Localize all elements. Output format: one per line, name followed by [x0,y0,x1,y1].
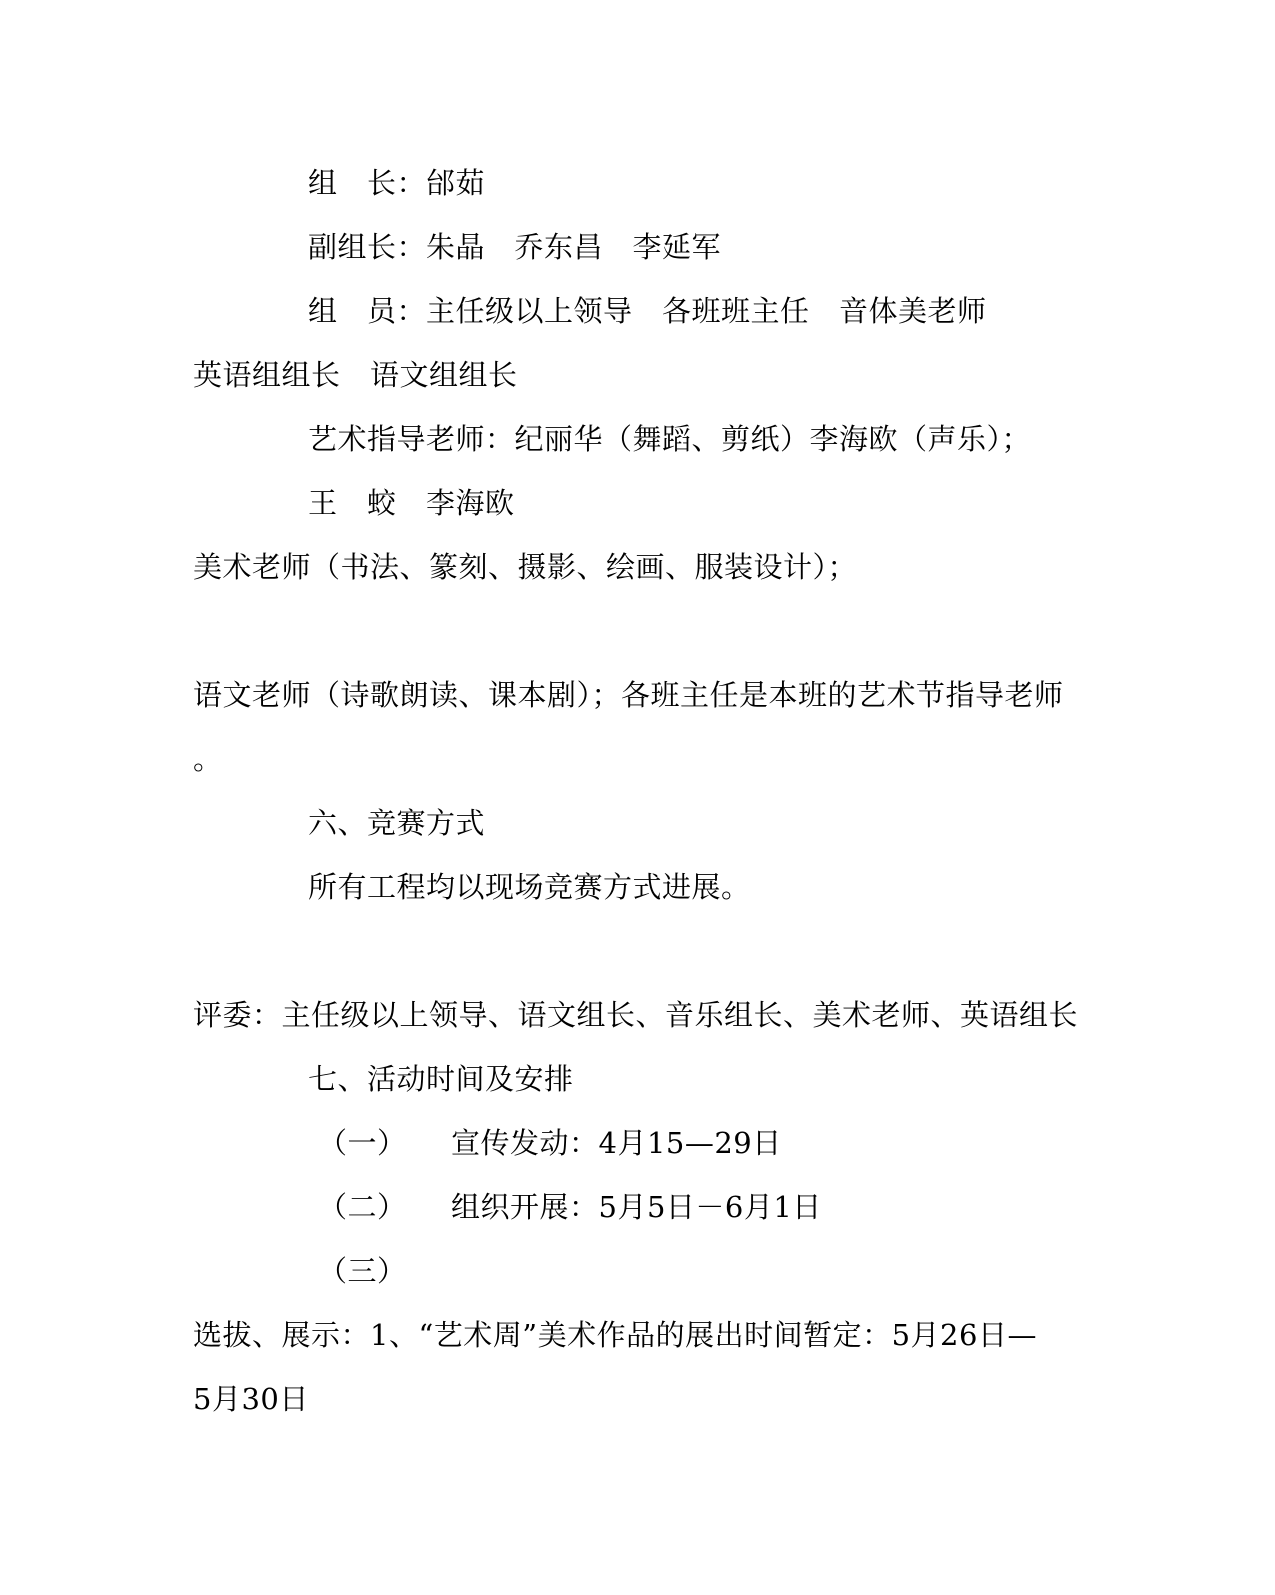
list-item-2-label: （二） [318,1190,407,1224]
list-item-1-label: （一） [318,1126,407,1160]
section-heading-six: 六、竞赛方式 [308,806,486,840]
members-continued-line: 英语组组长 语文组组长 [193,358,518,392]
group-leader-line: 组 长：邰茹 [308,166,486,200]
list-item-1-text: 宣传发动：4月15—29日 [451,1126,782,1160]
art-advisors-line: 艺术指导老师：纪丽华（舞蹈、剪纸）李海欧（声乐）； [308,422,1032,456]
period-line: 。 [193,742,223,776]
art-teachers-line: 美术老师（书法、篆刻、摄影、绘画、服装设计）； [193,550,858,584]
deputy-leader-line: 副组长：朱晶 乔东昌 李延军 [308,230,722,264]
selection-line: 选拔、展示：1、“艺术周”美术作品的展出时间暂定：5月26日— [193,1318,1037,1352]
competition-mode-line: 所有工程均以现场竞赛方式进展。 [308,870,751,904]
list-item-2-text: 组织开展：5月5日－6月1日 [451,1190,822,1224]
judges-line: 评委：主任级以上领导、语文组长、音乐组长、美术老师、英语组长 [193,998,1079,1032]
art-advisors-line-2: 王 蛟 李海欧 [308,486,515,520]
selection-continued-line: 5月30日 [193,1382,309,1416]
section-heading-seven: 七、活动时间及安排 [308,1062,574,1096]
members-line: 组 员：主任级以上领导 各班班主任 音体美老师 [308,294,987,328]
chinese-teachers-line: 语文老师（诗歌朗读、课本剧）；各班主任是本班的艺术节指导老师 [193,678,1064,712]
list-item-3-label: （三） [318,1254,407,1288]
